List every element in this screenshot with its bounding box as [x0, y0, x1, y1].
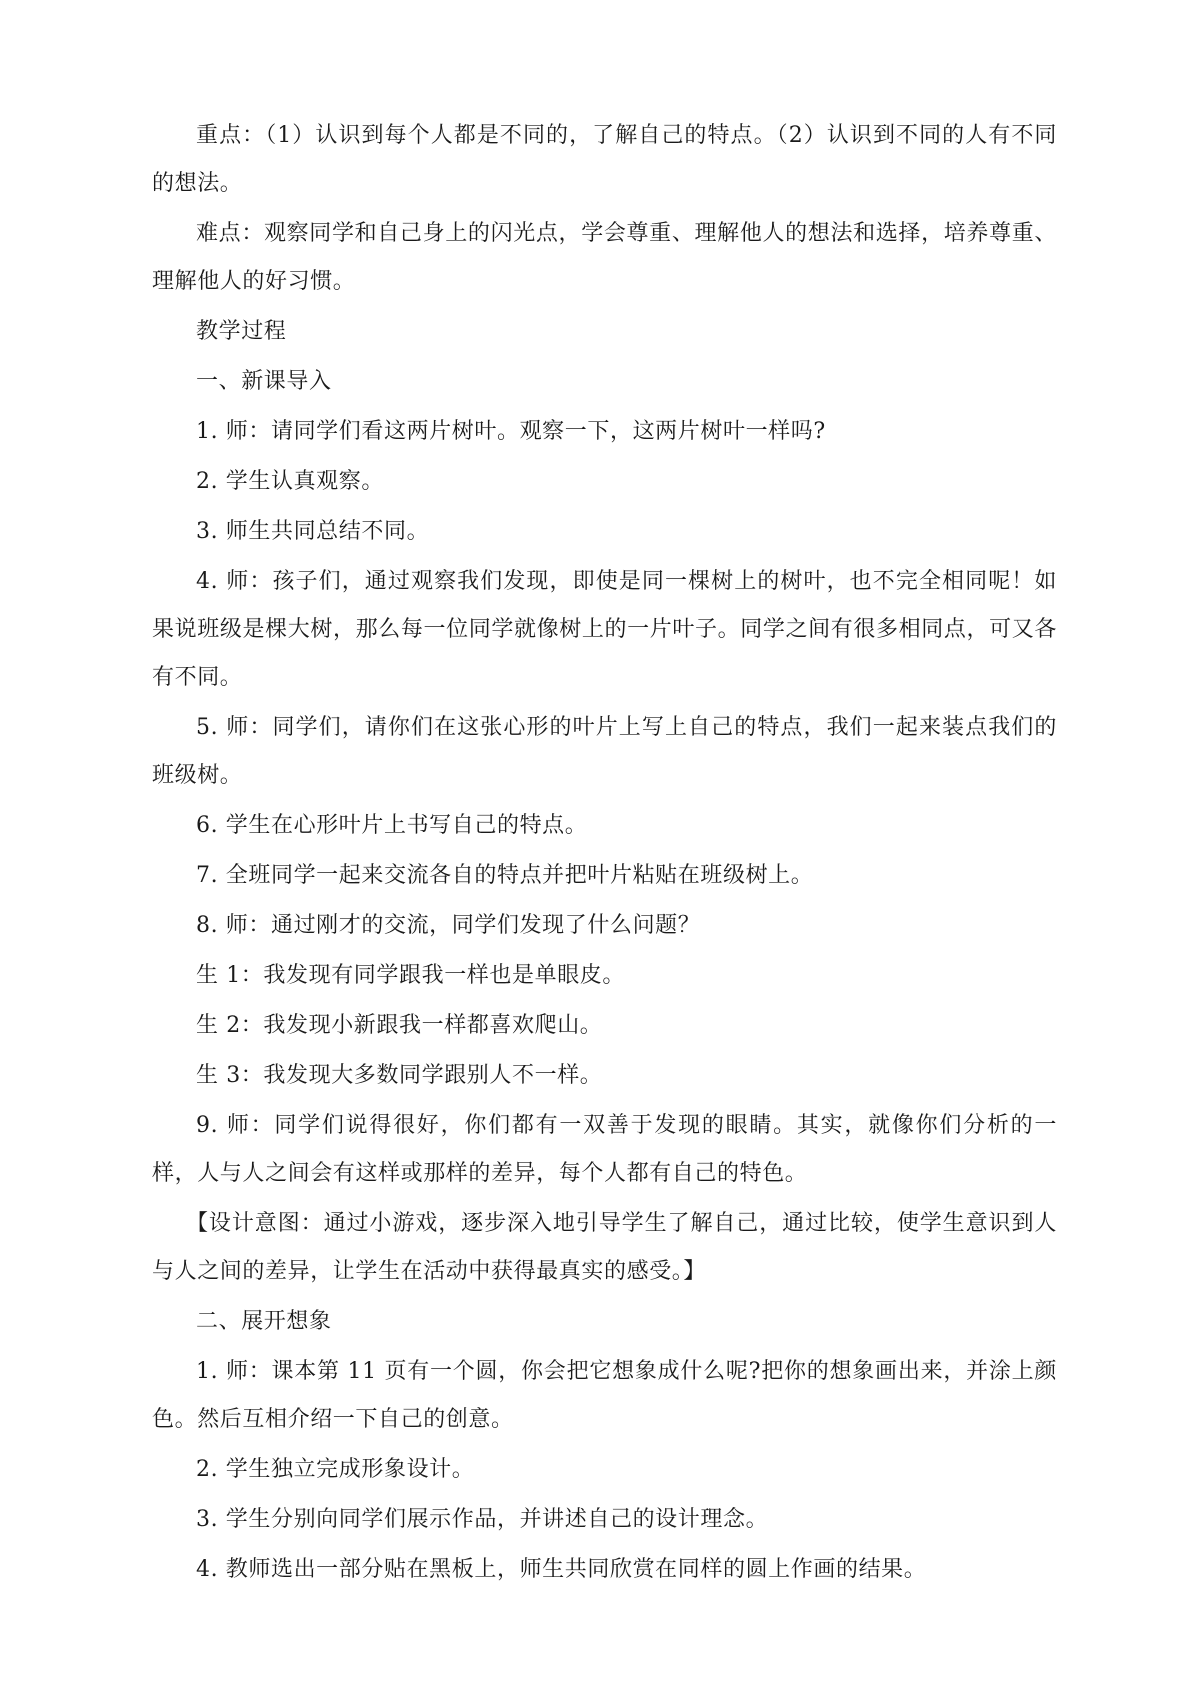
key-points-paragraph: 重点：（1）认识到每个人都是不同的，了解自己的特点。（2）认识到不同的人有不同的想法。 [152, 123, 1057, 196]
section-heading-lesson-intro: 一、新课导入 [196, 369, 332, 394]
document-body [152, 112, 1057, 1596]
section-heading-teaching-process: 教学过程 [196, 319, 287, 344]
section-heading-imagination: 二、展开想象 [196, 1309, 332, 1334]
student-response: 生 2：我发现小新跟我一样都喜欢爬山。 [196, 1013, 603, 1038]
list-item: 3. 学生分别向同学们展示作品，并讲述自己的设计理念。 [196, 1507, 769, 1532]
list-item: 7. 全班同学一起来交流各自的特点并把叶片粘贴在班级树上。 [196, 863, 814, 888]
list-item: 8. 师：通过刚才的交流，同学们发现了什么问题？ [196, 913, 701, 938]
design-intent-note: 【设计意图：通过小游戏，逐步深入地引导学生了解自己，通过比较，使学生意识到人与人之间的差异，让学生在活动中获得最真实的感受。】 [152, 1211, 1057, 1284]
list-item: 2. 学生独立完成形象设计。 [196, 1457, 475, 1482]
list-item: 9. 师：同学们说得很好，你们都有一双善于发现的眼睛。其实，就像你们分析的一样，人与人之间会有这样或那样的差异，每个人都有自己的特色。 [152, 1113, 1057, 1186]
list-item: 5. 师：同学们，请你们在这张心形的叶片上写上自己的特点，我们一起来装点我们的班级树。 [152, 715, 1057, 788]
student-response: 生 3：我发现大多数同学跟别人不一样。 [196, 1063, 603, 1088]
list-item: 4. 教师选出一部分贴在黑板上，师生共同欣赏在同样的圆上作画的结果。 [196, 1557, 927, 1582]
list-item: 1. 师：课本第 11 页有一个圆，你会把它想象成什么呢?把你的想象画出来，并涂上颜色。然后互相介绍一下自己的创意。 [152, 1359, 1057, 1432]
list-item: 4. 师：孩子们，通过观察我们发现，即使是同一棵树上的树叶，也不完全相同呢！如果说班级是棵大树，那么每一位同学就像树上的一片叶子。同学之间有很多相同点，可又各有不同。 [152, 569, 1057, 690]
list-item: 3. 师生共同总结不同。 [196, 519, 430, 544]
list-item: 1. 师：请同学们看这两片树叶。观察一下，这两片树叶一样吗? [196, 419, 826, 444]
student-response: 生 1：我发现有同学跟我一样也是单眼皮。 [196, 963, 625, 988]
difficulties-paragraph: 难点：观察同学和自己身上的闪光点，学会尊重、理解他人的想法和选择，培养尊重、理解他人的好习惯。 [152, 221, 1057, 294]
list-item: 6. 学生在心形叶片上书写自己的特点。 [196, 813, 588, 838]
list-item: 2. 学生认真观察。 [196, 469, 384, 494]
